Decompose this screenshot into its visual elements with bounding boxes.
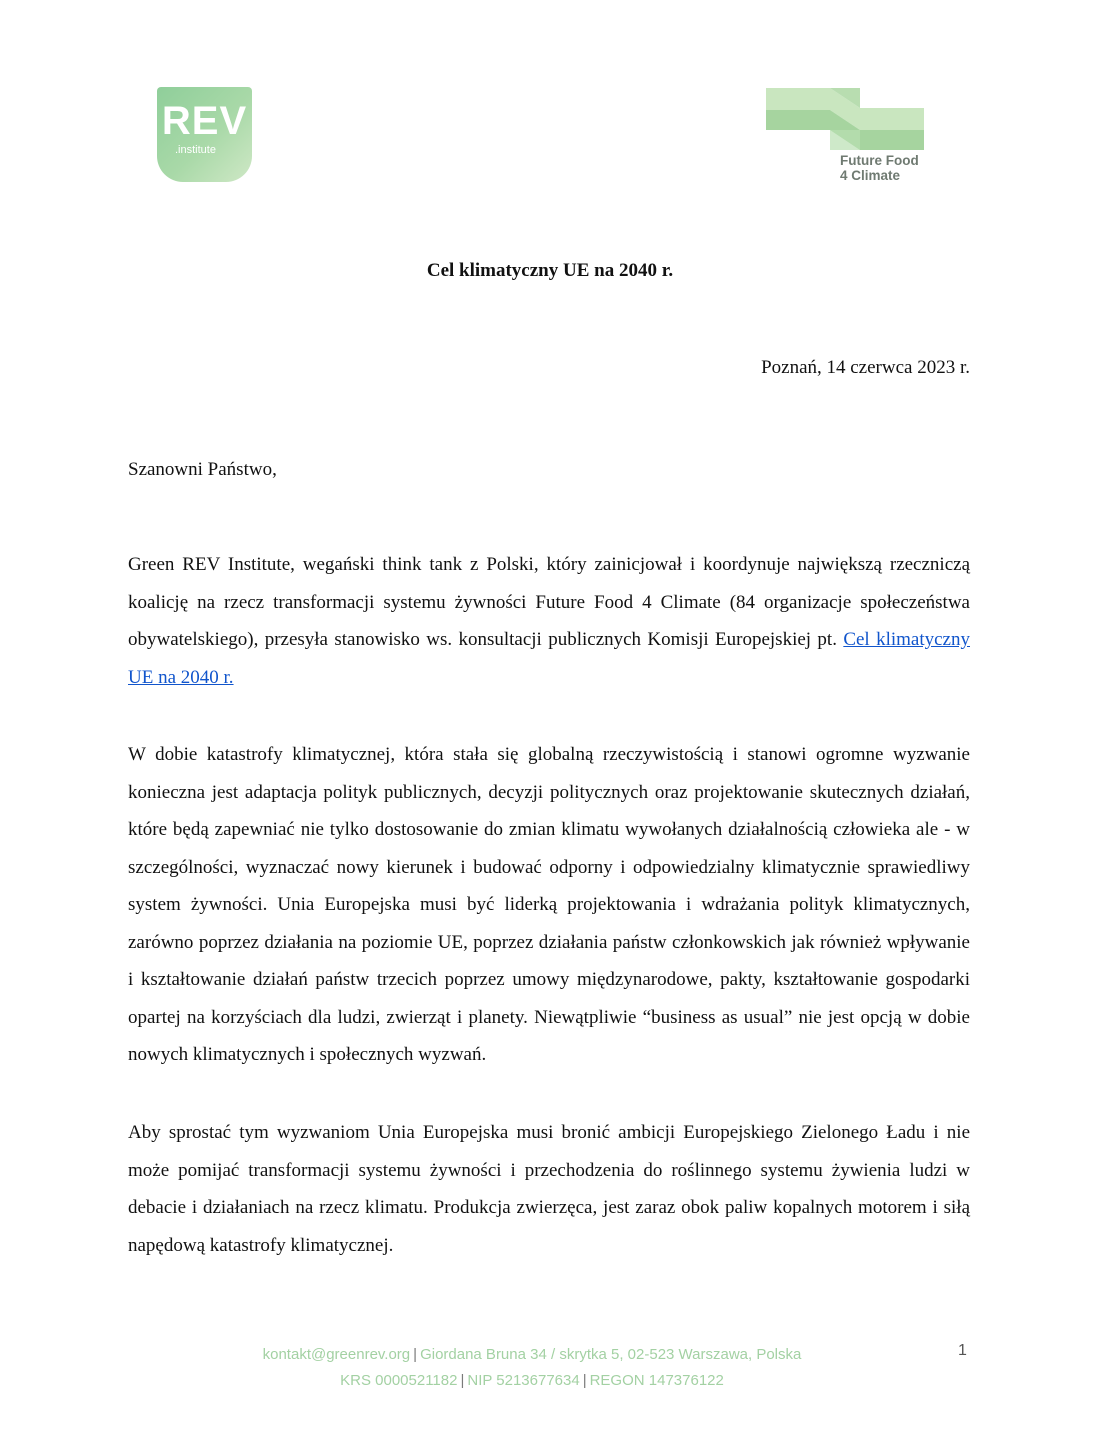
document-title: Cel klimatyczny UE na 2040 r. [426,260,674,281]
footer-line-contact [0,1342,1064,1368]
paragraph-intro [128,546,970,696]
footer-email: kontakt@greenrev.org [262,1346,411,1363]
rev-logo-subtext: .institute [175,144,216,156]
paragraph-green-deal: Aby sprostać tym wyzwaniom Unia Europejska musi bronić ambicji Europejskiego Zielonego Ładu i nie może pomijać transformacji systemu żywności i przechodzenia do roślinnego systemu żywienia ludzi w debacie i działaniach na rzecz klimatu. Produkcja zwierzęca, jest zaraz obok paliw kopalnych motorem i siłą napędową katastrofy klimatycznej. [128,1122,970,1256]
paragraph-intro-text: Green REV Institute, wegański think tank z Polski, który zainicjował i koordynuje największą rzeczniczą koalicję na rzecz transformacji systemu żywności Future Food 4 Climate (84 organizacje społeczeństwa obywatelskiego), przesyła stanowisko ws. konsultacji publicznych Komisji Europejskiej pt. [128,554,970,650]
page-number: 1 [958,1342,967,1359]
footer-nip: NIP 5213677634 [467,1372,580,1389]
consultation-link[interactable]: Cel klimatyczny UE na 2040 r. [128,629,970,688]
ff-logo-line1: Future Food [840,153,919,168]
future-food-4-climate-logo [764,86,930,186]
ff-logo-line2: 4 Climate [840,168,901,183]
footer-separator: | [413,1346,418,1363]
footer-krs: KRS 0000521182 [340,1372,458,1389]
footer-address: Giordana Bruna 34 / skrytka 5, 02-523 Warszawa, Polska [420,1346,802,1363]
ff-logo-text [840,153,919,183]
footer [0,1342,1064,1394]
paragraph-climate-crisis: W dobie katastrofy klimatycznej, która stała się globalną rzeczywistością i stanowi ogromne wyzwanie konieczna jest adaptacja polityk publicznych, decyzji politycznych oraz projektowanie skutecznych działań, które będą zapewniać nie tylko dostosowanie do zmian klimatu wywołanych działalnością człowieka ale - w szczególności, wyznaczać nowy kierunek i budować odporny i odpowiedzialny klimatycznie sprawiedliwy system żywności. Unia Europejska musi być liderką projektowania i wdrażania polityk klimatycznych, zarówno poprzez działania na poziomie UE, poprzez działania państw członkowskich jak również wpływanie i kształtowanie działań państw trzecich poprzez umowy międzynarodowe, pakty, kształtowanie gospodarki opartej na korzyściach dla ludzi, zwierząt i planety. Niewątpliwie “business as usual” nie jest opcją w dobie nowych klimatycznych i społecznych wyzwań. [128,744,970,1065]
rev-institute-logo [157,87,252,182]
greeting: Szanowni Państwo, [128,459,277,480]
footer-separator: | [460,1372,465,1389]
footer-line-registry [0,1368,1064,1394]
footer-regon: REGON 147376122 [589,1372,724,1389]
place-and-date: Poznań, 14 czerwca 2023 r. [761,357,970,378]
ribbon-icon [764,86,930,152]
footer-separator: | [582,1372,587,1389]
rev-logo-word: REV [161,99,248,143]
